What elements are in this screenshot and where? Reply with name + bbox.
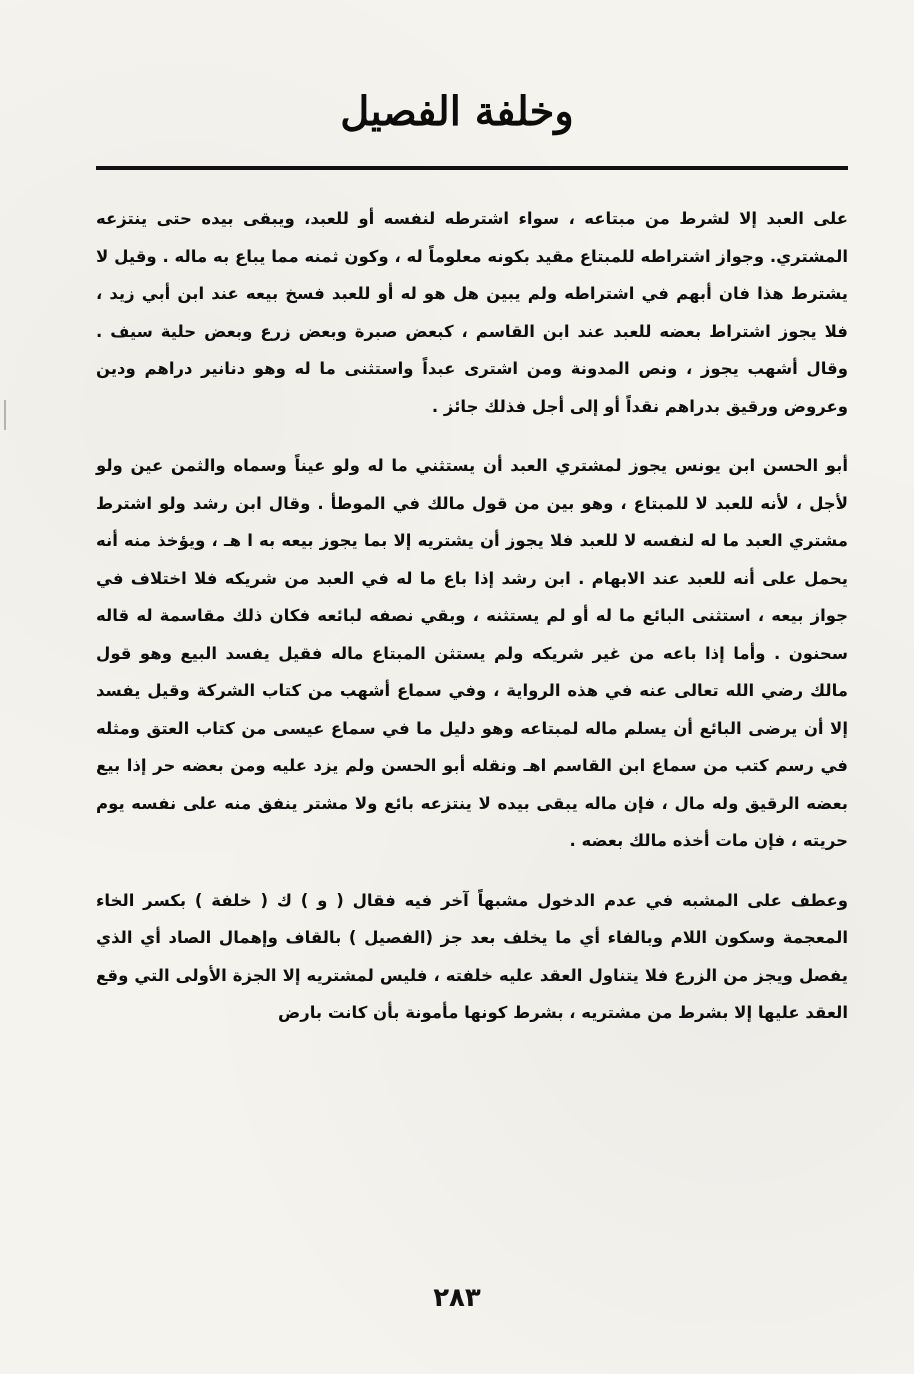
paragraph-3: وعطف على المشبه في عدم الدخول مشبهاً آخر فيه فقال ( و ) ك ( خلفة ) بكسر الخاء المعجمة وسكون اللام وبالفاء أي ما يخلف بعد جز (الفصيل ) بالقاف وإهمال الصاد أي الذي يفصل ويجز من الزرع فلا يتناول العقد عليه خلفته ، فليس لمشتريه إلا الجزة الأولى التي وقع العقد عليها إلا بشرط من مشتريه ، بشرط كونها مأمونة بأن كانت بارض bbox=[96, 890, 848, 1022]
running-header bbox=[0, 88, 914, 135]
paragraph-2: أبو الحسن ابن يونس يجوز لمشتري العبد أن يستثني ما له ولو عيناً وسماه والثمن عين ولو لأجل ، لأنه للعبد لا للمبتاع ، وهو بين من قول مالك في الموطأ . وقال ابن رشد ولو اشترط مشتري العبد ما له لنفسه لا للعبد فلا يجوز أن يشتريه إلا بما يجوز بيعه به ا هـ ، ويؤخذ منه أنه يحمل على أنه للعبد عند الابهام . ابن رشد إذا باع ما له في العبد من شريكه فلا اختلاف في جواز بيعه ، استثنى البائع ما له أو لم يستثنه ، وبقي نصفه لبائعه فكان ذلك مقاسمة له قاله سحنون . وأما إذا باعه من غير شريكه ولم يستثن المبتاع ماله فقيل يفسد البيع وهو قول مالك رضي الله تعالى عنه في هذه الرواية ، وفي سماع أشهب من كتاب الشركة وقيل يفسد إلا أن يرضى البائع أن يسلم ماله لمبتاعه وهو دليل ما في سماع عيسى من كتاب العتق ومثله في رسم كتب من سماع ابن القاسم اهـ ونقله أبو الحسن ولم يزد عليه ومن بعضه حر إذا بيع بعضه الرقيق وله مال ، فإن ماله يبقى بيده لا ينتزعه بائع ولا مشتر ينفق منه على نفسه يوم حريته ، فإن مات أخذه مالك بعضه . bbox=[96, 456, 848, 850]
header-title: وخلفة الفصيل bbox=[340, 88, 574, 135]
page-number: ٢٨٣ bbox=[433, 1283, 481, 1313]
paragraph-1: على العبد إلا لشرط من مبتاعه ، سواء اشترطه لنفسه أو للعبد، ويبقى بيده حتى ينتزعه المشتري. وجواز اشتراطه للمبتاع مقيد بكونه معلوماً له ، وكون ثمنه مما يباع به ماله . وقيل لا يشترط هذا فان أبهم في اشتراطه ولم يبين هل هو له أو للعبد فسخ بيعه عند ابن أبي زيد ، فلا يجوز اشتراط بعضه للعبد عند ابن القاسم ، كبعض صبرة وبعض زرع وبعض حلية سيف . وقال أشهب يجوز ، ونص المدونة ومن اشترى عبداً واستثنى ما له وهو دنانير دراهم ودين وعروض ورقيق بدراهم نقداً أو إلى أجل فذلك جائز . bbox=[96, 209, 848, 416]
scan-edge-mark bbox=[4, 400, 6, 430]
body-text bbox=[96, 200, 848, 1032]
header-rule bbox=[96, 166, 848, 170]
